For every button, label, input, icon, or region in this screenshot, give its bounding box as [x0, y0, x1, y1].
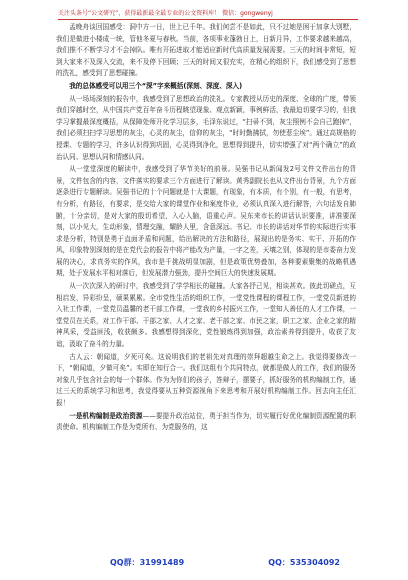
paragraph-summary-heading: 我的总体感受可以用三个“深”字来概括(深刻、深度、深入): [69, 81, 243, 90]
footer-contacts: [110, 556, 340, 570]
paragraph-lead-phrase: 一是机构编制是政治资源: [69, 411, 143, 420]
paragraph-deep-discussion: 从一次次深入的研讨中，我感受到了学学相长的碰撞。大家各抒己见，相谈甚欢。彼此切磋点，互相启发，异彩纷呈，硕果累累。全市党性生活的组织工作，一堂党性课程的课程工作，一堂党员新进的入社工作课，一堂党员温馨的老干部工作课，一堂我的乡村振兴工作，一堂知人善任的人才工作课，一堂党员在关系，对工作干部、干部之家、人才之家、老干部之家、市民之家，职工之家、企业之家的精神风采，受益匪浅，收获颇多。我感想得到深化，党性锻炼得到加强，政治素养得到提升，收获了友谊，汲取了奋斗的力量。: [56, 282, 356, 349]
header-banner: 关注头条号“公文研究”，获得最新最全最专业的公文资料库！ 微信：gongwenyj: [58, 8, 358, 20]
paragraph-ancient-quote: 古人云：朝闻道，夕死可矣。这说明我们的老祖先对真理的崇拜超越生命之上。我觉得要修改一下，“朝闻道，夕做可矣”。实即在知行合一。我们这组有个共同特点，就都是做人的工作，我们的服务对象几乎包含社会的每一个群体。作为为你们的孩子，答辩子，摆要子，抓好服务的机构编制工作，通过三天的系统学习和思考，我觉得要从五种资源视角下来思考和开展好机构编制工作。回去向主任汇报！: [56, 352, 356, 407]
paragraph-deep-report: 从一场场深刻的报告中，我感受到了思想政治的洗礼。专家教授从历史的深度、全球的广度，带领我们穿越时空，从中国共产党百年奋斗历程眺望现象、观点新颖，事例鲜活，我最迫切要学习的，但我学习掌握最深度概括，从保障处师开化学习层多，毛泽东说过，“扫帚不到，灰尘照例不会自己跑掉”，我们必须扫扫学习思想的灰尘，心灵的灰尘，信仰的灰尘，“时时勤拂拭，勿使惹尘埃”。通过高规格的授课、专题的学习，许多认识得到巩固，心灵得到净化，思想得到提升，切实增强了对“两个确立”的政治认同、思想认同和情感认同。: [56, 94, 356, 161]
paragraph-intro: 孟晚舟谈回国感受：洞中方一日，世上已千年。我们何尝不是如此，只不过她是困于加拿大别墅，我们是做进小楼成一统，管他冬夏与春秋。当前，各项事业蓬勃日上，日新月异，工作要求越来越高，我们推不不断学习才不会掉队。唯有开拓进取才能适应新时代高质量发展需要。三天的时间非常短，短到大家来不及深入交流，来不及停下回顾；三天的时间又很充实，在精心的组织下，我们感受到了思想的洗礼，感受到了思想碰撞。: [56, 23, 356, 78]
qq-contact-label: QQ：535304092: [268, 558, 340, 567]
qq-group-label: QQ群：31991489: [110, 558, 185, 567]
paragraph-deep-interpretation: 从一堂堂深度的解读中，我感受到了华节美好的前景。吴强书记从新闻发2号文件文件出台的背景，文件包含的内容，文件落实的要求三个方面进行了解读。黄秀副院长也从文件出台背景，九个方面逐条进行专题解读。吴强书记的十个问题就是十大课题，有现象，有本质，有个别，有一般，有思考，有分析，有路径，有要求，是交给大家的课堂作业和案度作业，必须认真深入进行解答，六句话发自肺腑，十分亲切，是对大家的殷切希望，入心入脑，语重心声。吴东来市长的讲话认识要准，讲准要深刻，以小见大，生动形象，情理交融，耀龄人里，含意深远。书记、市长的讲话对华节的实际进行实事求是分析，特别是勇于直面矛盾和问题，给出解决的方法和路径，展现出的是务实、实干、开拓的作风，印象特别深刻的是在党代会的报告中将产能改为产量，一字之差，天壤之别，体现的是市委奋力发展的决心，求真务实的作风，我市是千挑战明显加剧，但是政策优势叠加，各种要素聚集的战略机遇期，处于发展水平相对落后，但发展潜力强劲，提升空间巨大的快速发展期。: [56, 165, 356, 278]
document-body: [56, 22, 356, 435]
paragraph-political-resource: 一是机构编制是政治资源——要提升政治站位，勇于担当作为，切实履行好优化编制资源配置的职责使命。机构编制工作是为党所有、为党服务的，这: [56, 411, 357, 432]
